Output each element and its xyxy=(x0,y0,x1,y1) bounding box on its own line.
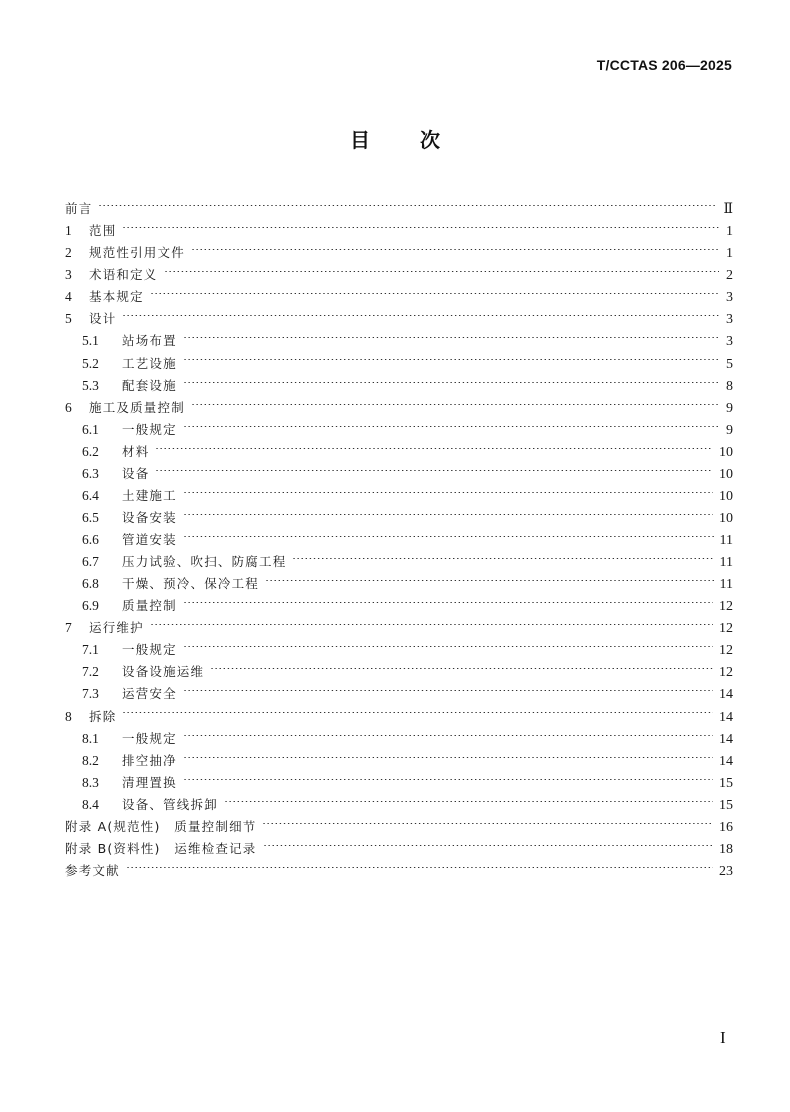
toc-entry[interactable] xyxy=(65,213,733,240)
toc-entry-label: 配套设施 xyxy=(122,377,177,393)
toc-entry[interactable] xyxy=(65,257,733,284)
toc-entry[interactable] xyxy=(65,191,733,218)
toc-entry[interactable] xyxy=(65,610,733,637)
toc-entry-label: 设备设施运维 xyxy=(122,664,205,680)
dot-leader xyxy=(183,478,713,500)
toc-entry-number: 6.6 xyxy=(82,532,99,547)
toc-entry[interactable] xyxy=(65,721,733,747)
dot-leader xyxy=(292,544,713,566)
dot-leader xyxy=(183,632,713,654)
dot-leader xyxy=(150,279,719,301)
toc-entry-label: 清理置换 xyxy=(122,774,177,790)
toc-entry-page: 12 xyxy=(719,621,733,637)
toc-entry-number: 1 xyxy=(65,223,72,239)
toc-entry[interactable] xyxy=(65,632,733,659)
toc-entry-page: 18 xyxy=(719,841,733,857)
title-char-2: 次 xyxy=(420,128,440,152)
toc-entry[interactable] xyxy=(65,235,733,262)
toc-entry-number: 8.2 xyxy=(82,752,99,768)
toc-entry-label: 一般规定 xyxy=(122,642,177,658)
toc-entry-page: 10 xyxy=(719,510,733,526)
dot-leader xyxy=(210,654,713,676)
dot-leader xyxy=(183,743,713,765)
dot-leader xyxy=(183,368,719,390)
toc-entry-number: 6.1 xyxy=(82,421,99,437)
toc-entry-label: 土建施工 xyxy=(122,487,177,503)
toc-entry-number: 5.2 xyxy=(82,355,99,371)
toc-entry-number: 6.7 xyxy=(82,554,99,570)
toc-entry-label: 管道安装 xyxy=(122,532,177,547)
toc-entry-label: 设备 xyxy=(122,465,150,481)
toc-entry-page: 16 xyxy=(719,819,733,835)
toc-entry-page: 2 xyxy=(726,268,733,284)
dot-leader xyxy=(183,522,714,544)
toc-entry-page: 15 xyxy=(719,775,733,791)
dot-leader xyxy=(122,213,719,235)
toc-entry-page: 14 xyxy=(719,731,733,747)
toc-entry-page: 10 xyxy=(719,444,733,460)
toc-entry-label: 站场布置 xyxy=(122,333,177,349)
toc-entry-number: 7.1 xyxy=(82,642,99,658)
dot-leader xyxy=(98,191,717,213)
toc-entry-label: 运行维护 xyxy=(89,620,144,636)
toc-entry-page: 12 xyxy=(719,599,733,615)
toc-entry-page: 14 xyxy=(719,709,733,725)
toc-entry-label: 工艺设施 xyxy=(122,355,177,371)
toc-entry-number: 5.1 xyxy=(82,333,99,349)
toc-entry-page: 3 xyxy=(726,312,733,328)
toc-entry-label: 基本规定 xyxy=(89,289,144,305)
title-char-1: 目 xyxy=(350,128,370,152)
toc-entry-label: 设计 xyxy=(89,311,117,327)
toc-entry-page: 10 xyxy=(719,488,733,504)
toc-entry-number: 8.3 xyxy=(82,774,99,790)
toc-entry-page: 3 xyxy=(726,334,733,350)
toc-entry-number: 7.2 xyxy=(82,664,99,680)
page-number: I xyxy=(720,1028,726,1047)
toc-entry-label: 排空抽净 xyxy=(122,752,177,768)
toc-entry-label: 附录 A(规范性) 质量控制细节 xyxy=(65,818,257,834)
standard-code: T/CCTAS 206—2025 xyxy=(596,57,732,73)
toc-entry-label: 规范性引用文件 xyxy=(89,245,185,261)
table-of-contents xyxy=(65,191,733,879)
dot-leader xyxy=(155,456,713,478)
toc-entry-page: 11 xyxy=(719,533,733,548)
toc-entry[interactable] xyxy=(65,279,733,306)
toc-entry-number: 5 xyxy=(65,311,72,327)
toc-entry-number: 6.9 xyxy=(82,598,99,614)
toc-entry-number: 7.3 xyxy=(82,686,99,702)
dot-leader xyxy=(122,301,719,323)
toc-entry-label: 一般规定 xyxy=(122,421,177,437)
toc-entry-label: 范围 xyxy=(89,223,117,239)
toc-entry[interactable] xyxy=(65,698,733,725)
dot-leader xyxy=(122,698,713,720)
dot-leader xyxy=(224,787,713,809)
toc-entry[interactable] xyxy=(65,478,733,504)
toc-entry-number: 6.4 xyxy=(82,487,99,503)
toc-entry-number: 2 xyxy=(65,245,72,261)
toc-entry-page: 11 xyxy=(719,555,733,571)
dot-leader xyxy=(126,853,713,875)
toc-entry-number: 3 xyxy=(65,267,72,283)
toc-entry-label: 设备、管线拆卸 xyxy=(122,796,218,812)
dot-leader xyxy=(265,566,714,588)
page-title xyxy=(0,124,790,153)
toc-entry-label: 材料 xyxy=(122,443,150,459)
toc-entry-label: 一般规定 xyxy=(122,730,177,746)
toc-entry[interactable] xyxy=(65,434,733,460)
toc-entry-page: Ⅱ xyxy=(723,202,733,218)
toc-entry-label: 质量控制 xyxy=(122,598,177,614)
dot-leader xyxy=(183,588,713,610)
toc-entry-page: 8 xyxy=(726,378,733,394)
toc-entry-number: 6 xyxy=(65,399,72,415)
dot-leader xyxy=(183,721,713,743)
toc-entry-number: 6.8 xyxy=(82,576,99,592)
toc-entry-page: 14 xyxy=(719,687,733,703)
toc-entry[interactable] xyxy=(65,301,733,328)
dot-leader xyxy=(183,676,713,698)
toc-entry-page: 23 xyxy=(719,863,733,879)
toc-entry-label: 参考文献 xyxy=(65,862,120,878)
toc-entry-page: 10 xyxy=(719,466,733,482)
toc-entry-label: 拆除 xyxy=(89,708,117,724)
toc-entry-label: 术语和定义 xyxy=(89,267,158,283)
dot-leader xyxy=(183,500,713,522)
toc-entry-label: 前言 xyxy=(65,201,93,217)
toc-entry-number: 6.3 xyxy=(82,465,99,481)
toc-entry-page: 1 xyxy=(726,224,733,240)
toc-entry-number: 4 xyxy=(65,289,72,305)
toc-entry[interactable] xyxy=(65,323,733,350)
dot-leader xyxy=(262,809,713,831)
dot-leader xyxy=(164,257,719,279)
dot-leader xyxy=(191,390,719,412)
toc-entry-label: 干燥、预冷、保冷工程 xyxy=(122,576,260,592)
toc-entry-page: 12 xyxy=(719,665,733,681)
dot-leader xyxy=(183,345,719,367)
toc-entry-label: 施工及质量控制 xyxy=(89,399,185,415)
dot-leader xyxy=(191,235,719,257)
toc-entry-page: 9 xyxy=(726,422,733,438)
toc-entry[interactable] xyxy=(65,456,733,482)
toc-entry-page: 12 xyxy=(719,643,733,659)
toc-entry-number: 5.3 xyxy=(82,377,99,393)
dot-leader xyxy=(150,610,713,632)
toc-entry-number: 8.4 xyxy=(82,796,99,812)
dot-leader xyxy=(183,412,719,434)
toc-entry-number: 7 xyxy=(65,620,72,636)
toc-entry-page: 1 xyxy=(726,246,733,262)
dot-leader xyxy=(263,831,713,853)
toc-entry-number: 6.5 xyxy=(82,509,99,525)
toc-entry-label: 设备安装 xyxy=(122,509,177,525)
toc-entry-page: 9 xyxy=(726,400,733,416)
toc-entry-page: 3 xyxy=(726,290,733,306)
dot-leader xyxy=(183,765,713,787)
toc-entry-number: 6.2 xyxy=(82,443,99,459)
toc-entry-number: 8.1 xyxy=(82,730,99,746)
toc-entry[interactable] xyxy=(65,853,733,879)
toc-entry-page: 15 xyxy=(719,797,733,813)
toc-entry-page: 5 xyxy=(726,356,733,372)
toc-entry-number: 8 xyxy=(65,708,72,724)
toc-entry-page: 11 xyxy=(719,577,733,593)
toc-entry-label: 运营安全 xyxy=(122,686,177,702)
toc-entry-label: 附录 B(资料性) 运维检查记录 xyxy=(65,840,257,856)
toc-entry-page: 14 xyxy=(719,753,733,769)
dot-leader xyxy=(155,434,713,456)
dot-leader xyxy=(183,323,719,345)
toc-entry-label: 压力试验、吹扫、防腐工程 xyxy=(122,554,287,570)
